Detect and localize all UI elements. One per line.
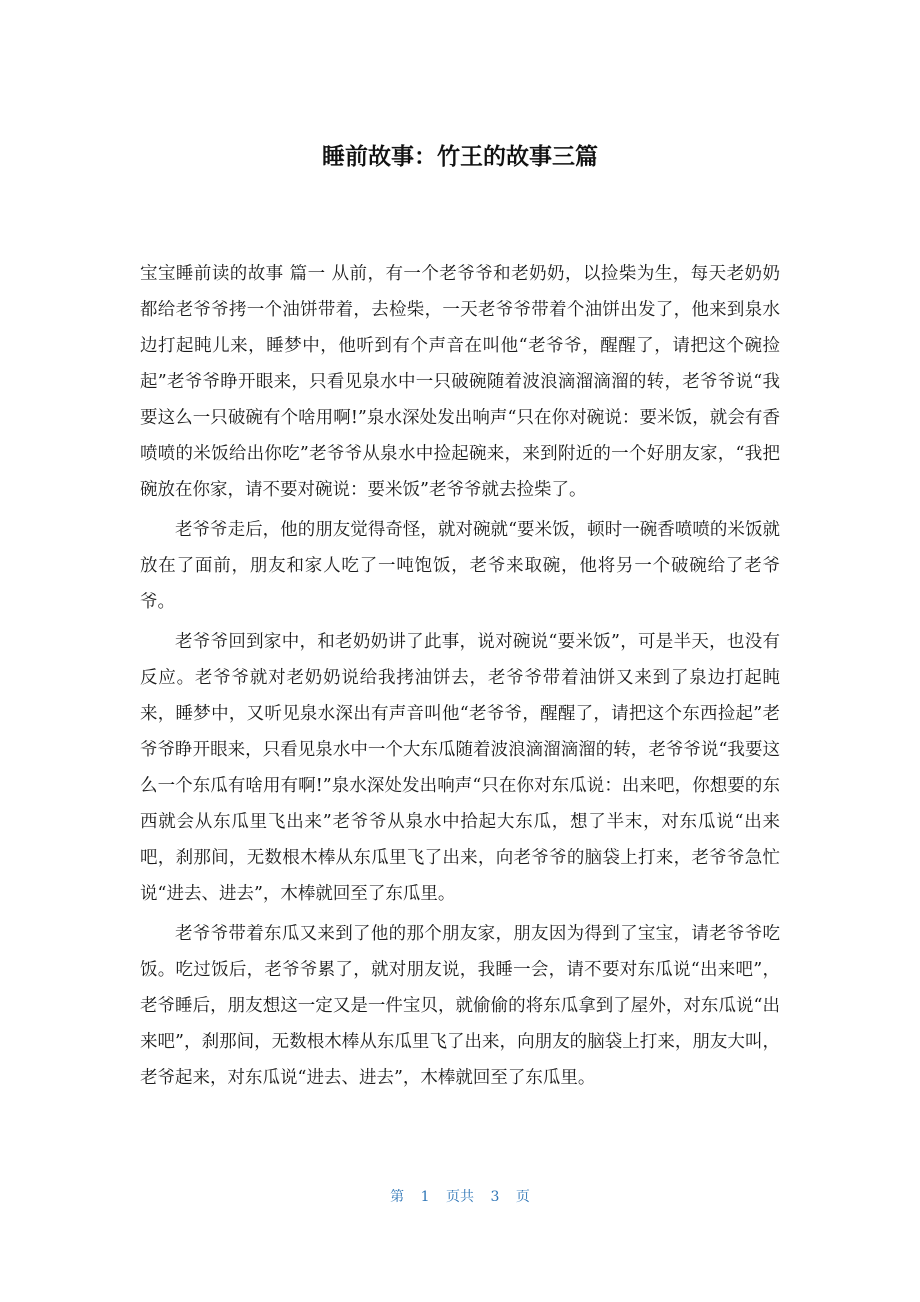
footer-page-number: 1: [420, 1189, 430, 1205]
paragraph-3: 老爷爷回到家中，和老奶奶讲了此事，说对碗说“要米饭”，可是半天，也没有反应。老爷爷就对老奶奶说给我拷油饼去，老爷爷带着油饼又来到了泉边打起盹来，睡梦中，又听见泉水深出有声音叫他“老爷爷，醒醒了，请把这个东西捡起”老爷爷睁开眼来，只看见泉水中一个大东瓜随着波浪滴溜滴溜的转，老爷爷说“我要这么一个东瓜有啥用有啊!”泉水深处发出响声“只在你对东瓜说：出来吧，你想要的东西就会从东瓜里飞出来”老爷爷从泉水中拾起大东瓜，想了半末，对东瓜说“出来吧，刹那间，无数根木棒从东瓜里飞了出来，向老爷爷的脑袋上打来，老爷爷急忙说“进去、进去”，木棒就回至了东瓜里。: [140, 632, 780, 904]
footer-total-pages: 3: [490, 1189, 500, 1205]
footer-middle: 页共: [446, 1189, 474, 1205]
page-footer: [0, 1186, 920, 1208]
paragraph-1: 宝宝睡前读的故事 篇一 从前，有一个老爷爷和老奶奶，以捡柴为生，每天老奶奶都给老爷爷拷一个油饼带着，去检柴，一天老爷爷带着个油饼出发了，他来到泉水边打起盹儿来，睡梦中，他听到有个声音在叫他“老爷爷，醒醒了，请把这个碗捡起”老爷爷睁开眼来，只看见泉水中一只破碗随着波浪滴溜滴溜的转，老爷爷说“我要这么一只破碗有个啥用啊!”泉水深处发出响声“只在你对碗说：要米饭，就会有香喷喷的米饭给出你吃”老爷爷从泉水中捡起碗来，来到附近的一个好朋友家，“我把碗放在你家，请不要对碗说：要米饭”老爷爷就去捡柴了。: [140, 264, 780, 500]
page-title: 睡前故事：竹王的故事三篇: [322, 144, 598, 170]
paragraph-4: 老爷爷带着东瓜又来到了他的那个朋友家，朋友因为得到了宝宝，请老爷爷吃饭。吃过饭后，老爷爷累了，就对朋友说，我睡一会，请不要对东瓜说“出来吧”，老爷睡后，朋友想这一定又是一件宝贝，就偷偷的将东瓜拿到了屋外，对东瓜说“出来吧”，刹那间，无数根木棒从东瓜里飞了出来，向朋友的脑袋上打来，朋友大叫，老爷起来，对东瓜说“进去、进去”，木棒就回至了东瓜里。: [140, 924, 780, 1088]
footer-suffix: 页: [515, 1189, 530, 1205]
document-body: [140, 256, 780, 1100]
footer-prefix: 第: [390, 1189, 405, 1205]
paragraph-2: 老爷爷走后，他的朋友觉得奇怪，就对碗就“要米饭，顿时一碗香喷喷的米饭就放在了面前，朋友和家人吃了一吨饱饭，老爷来取碗，他将另一个破碗给了老爷爷。: [140, 520, 780, 612]
